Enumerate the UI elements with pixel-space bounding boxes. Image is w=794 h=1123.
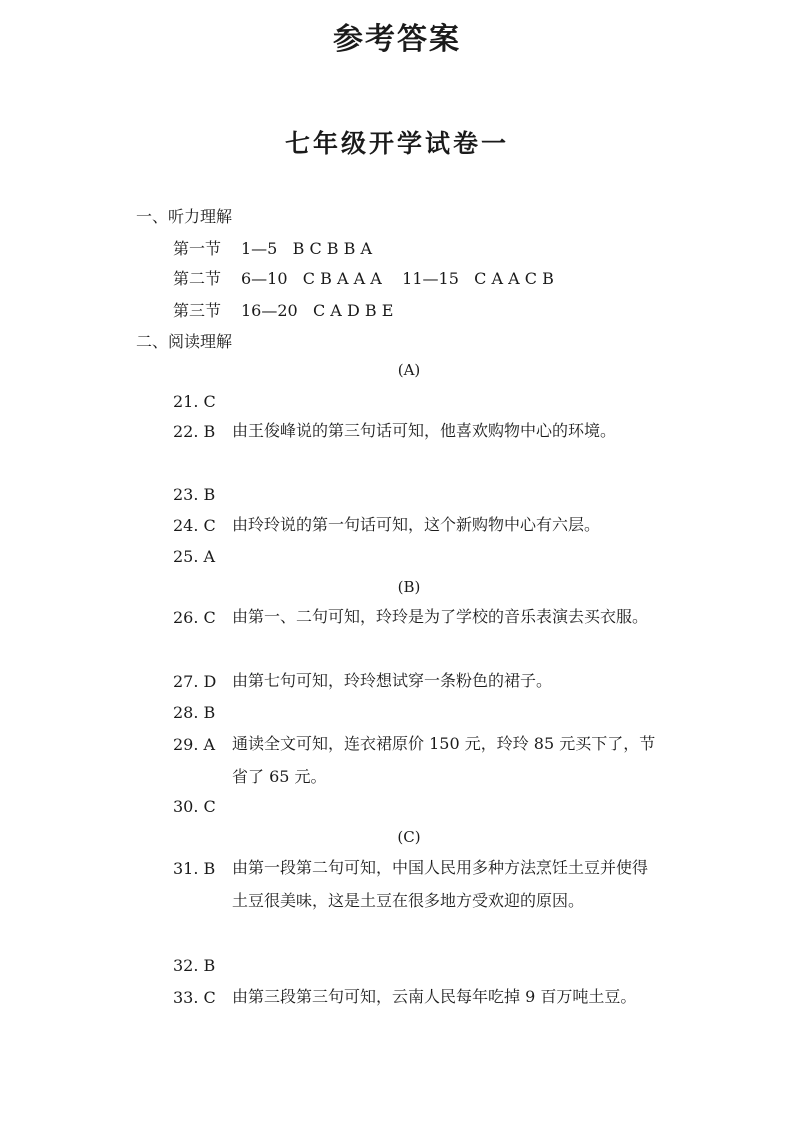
answer-explanation (232, 539, 657, 566)
answer-row (173, 988, 657, 1013)
page-heading: 参考答案 (333, 22, 461, 57)
answer-explanation (232, 948, 657, 975)
answer-row (173, 516, 657, 541)
answer-row (173, 956, 657, 975)
answer-row (173, 797, 657, 816)
answer-row (173, 608, 657, 633)
answer-number: 31. B (173, 859, 216, 878)
answer-row (173, 735, 657, 793)
answer-number: 25. A (173, 547, 216, 566)
answer-row (173, 547, 657, 566)
answer-number: 23. B (173, 485, 216, 504)
answer-number: 21. C (173, 392, 216, 411)
passage-label-a: (A) (397, 361, 421, 379)
answer-number: 26. C (173, 608, 216, 627)
line-answers: 16—20 C A D B E (241, 301, 394, 320)
line-tag: 第一节 (173, 239, 222, 258)
line-answers: 1—5 B C B B A (241, 239, 373, 258)
answer-explanation (232, 695, 657, 722)
answer-number: 24. C (173, 516, 216, 535)
answer-number: 30. C (173, 797, 216, 816)
listening-line (173, 298, 393, 321)
answer-row (173, 392, 657, 411)
answer-number: 29. A (173, 735, 216, 754)
answer-row (173, 703, 657, 722)
answer-explanation: 由第七句可知，玲玲想试穿一条粉色的裙子。 (232, 671, 553, 690)
answer-explanation (232, 477, 657, 504)
listening-line (173, 266, 554, 289)
answer-explanation: 由第一、二句可知，玲玲是为了学校的音乐表演去买衣服。 (232, 607, 649, 626)
listening-line (173, 236, 372, 259)
line-answers: 6—10 C B A A A 11—15 C A A C B (241, 269, 554, 288)
line-tag: 第二节 (173, 269, 222, 288)
passage-label-b: (B) (397, 578, 421, 596)
paper-title: 七年级开学试卷一 (284, 129, 509, 158)
section-reading-title: 二、阅读理解 (136, 332, 233, 351)
answer-row (173, 422, 657, 447)
answer-explanation: 由第一段第二句可知，中国人民用多种方法烹饪土豆并使得土豆很美味，这是土豆在很多地方受欢迎的原因。 (232, 858, 649, 910)
answer-explanation (232, 789, 657, 816)
answer-explanation: 由第三段第三句可知，云南人民每年吃掉 9 百万吨土豆。 (232, 987, 637, 1006)
answer-number: 32. B (173, 956, 216, 975)
answer-explanation: 由王俊峰说的第三句话可知，他喜欢购物中心的环境。 (232, 421, 617, 440)
answer-number: 33. C (173, 988, 216, 1007)
answer-number: 22. B (173, 422, 216, 441)
answer-row (173, 485, 657, 504)
answer-row (173, 859, 657, 917)
answer-number: 28. B (173, 703, 216, 722)
answer-explanation (232, 384, 657, 411)
answer-row (173, 672, 657, 697)
line-tag: 第三节 (173, 301, 222, 320)
section-listening-title: 一、听力理解 (136, 207, 233, 226)
answer-explanation: 由玲玲说的第一句话可知，这个新购物中心有六层。 (232, 515, 601, 534)
answer-explanation: 通读全文可知，连衣裙原价 150 元，玲玲 85 元买下了，节省了 65 元。 (232, 734, 656, 786)
answer-number: 27. D (173, 672, 217, 691)
passage-label-c: (C) (397, 828, 421, 846)
